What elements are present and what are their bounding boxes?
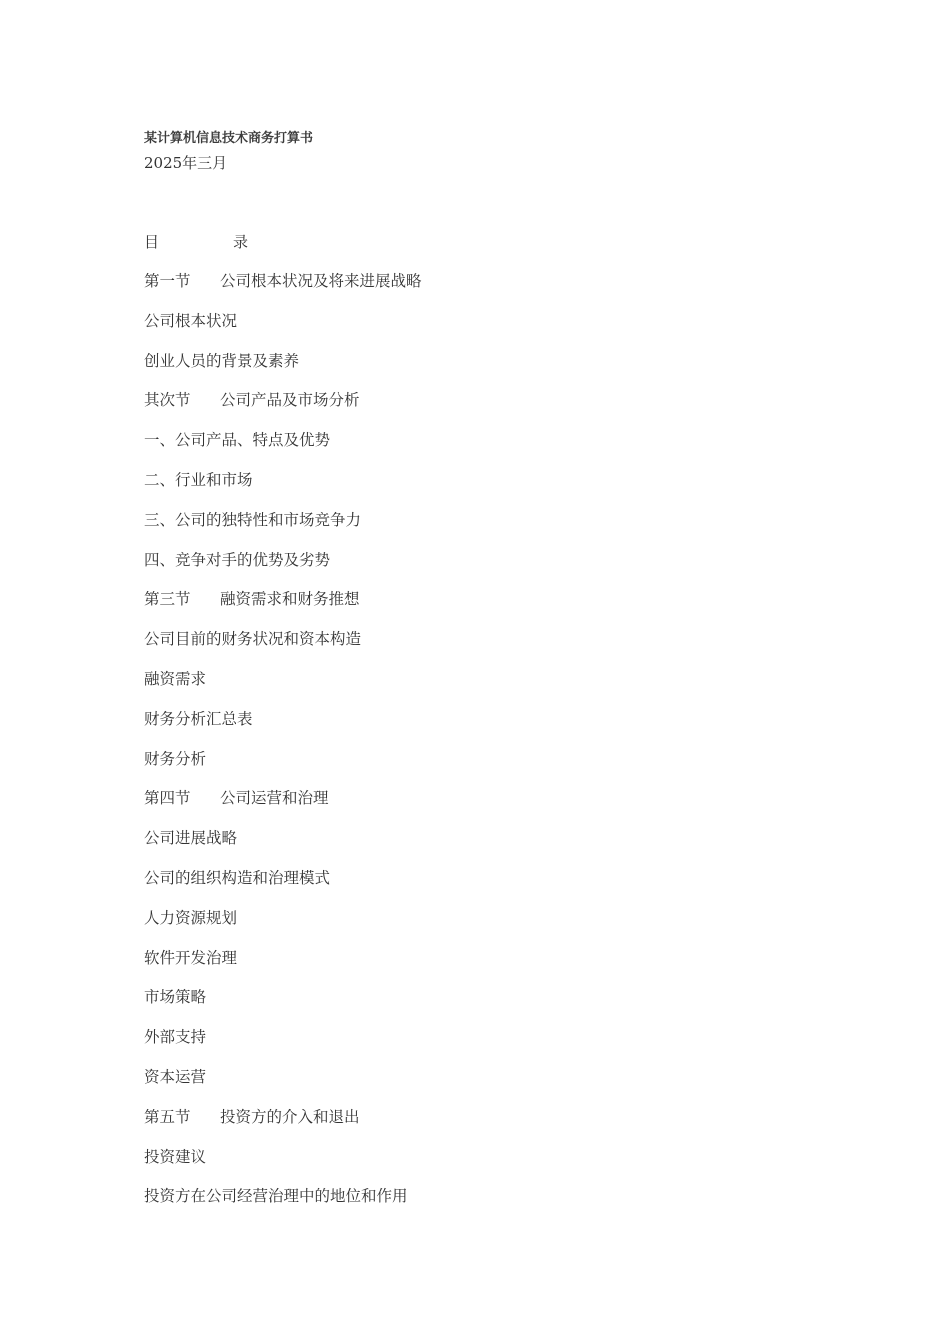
toc-entry-text: 软件开发治理 bbox=[144, 948, 238, 967]
toc-entry-text: 公司根本状况及将来进展战略 bbox=[220, 272, 422, 290]
toc-entry-text: 投资建议 bbox=[144, 1147, 207, 1166]
toc-entry[interactable] bbox=[144, 430, 422, 470]
toc-entry[interactable] bbox=[144, 311, 422, 351]
toc-entry-text: 创业人员的背景及素养 bbox=[144, 351, 300, 370]
toc-section-entry[interactable] bbox=[144, 1107, 422, 1147]
toc-entry-text: 公司根本状况 bbox=[144, 311, 238, 330]
toc-entry[interactable] bbox=[144, 908, 422, 948]
toc-entry-text: 投资方在公司经营治理中的地位和作用 bbox=[144, 1187, 408, 1206]
toc-entry[interactable] bbox=[144, 1186, 422, 1226]
toc-entry-text: 资本运营 bbox=[144, 1067, 207, 1086]
toc-section-number: 其次节 bbox=[144, 391, 191, 410]
table-of-contents bbox=[144, 271, 422, 1226]
toc-entry[interactable] bbox=[144, 550, 422, 590]
toc-entry-text: 外部支持 bbox=[144, 1028, 207, 1047]
toc-entry-text: 四、竞争对手的优势及劣势 bbox=[144, 550, 331, 569]
toc-entry-text: 融资需求 bbox=[144, 669, 207, 688]
toc-entry[interactable] bbox=[144, 868, 422, 908]
document-date: 2025年三月 bbox=[144, 154, 228, 172]
toc-entry-text: 融资需求和财务推想 bbox=[220, 590, 360, 609]
toc-heading-left: 目 bbox=[144, 233, 160, 251]
toc-section-entry[interactable] bbox=[144, 788, 422, 828]
toc-heading bbox=[144, 231, 248, 252]
toc-section-entry[interactable] bbox=[144, 271, 422, 311]
toc-entry-text: 公司的组织构造和治理模式 bbox=[144, 868, 331, 887]
toc-entry[interactable] bbox=[144, 987, 422, 1027]
toc-heading-right: 录 bbox=[233, 233, 249, 251]
toc-entry-text: 公司目前的财务状况和资本构造 bbox=[144, 630, 362, 649]
toc-entry[interactable] bbox=[144, 351, 422, 391]
toc-entry[interactable] bbox=[144, 948, 422, 988]
toc-section-number: 第五节 bbox=[144, 1107, 191, 1126]
toc-entry-text: 公司进展战略 bbox=[144, 829, 238, 848]
toc-entry-text: 投资方的介入和退出 bbox=[220, 1107, 360, 1126]
toc-entry[interactable] bbox=[144, 510, 422, 550]
toc-entry[interactable] bbox=[144, 828, 422, 868]
toc-section-number: 第四节 bbox=[144, 789, 191, 808]
toc-section-entry[interactable] bbox=[144, 390, 422, 430]
toc-entry[interactable] bbox=[144, 629, 422, 669]
toc-section-number: 第一节 bbox=[144, 272, 191, 290]
toc-entry[interactable] bbox=[144, 470, 422, 510]
toc-entry-text: 财务分析 bbox=[144, 749, 207, 768]
toc-entry[interactable] bbox=[144, 1027, 422, 1067]
toc-entry[interactable] bbox=[144, 669, 422, 709]
toc-entry[interactable] bbox=[144, 709, 422, 749]
toc-entry-text: 三、公司的独特性和市场竞争力 bbox=[144, 510, 362, 529]
document-title: 某计算机信息技术商务打算书 bbox=[144, 131, 314, 146]
toc-entry-text: 二、行业和市场 bbox=[144, 470, 253, 489]
toc-entry[interactable] bbox=[144, 749, 422, 789]
toc-entry-text: 市场策略 bbox=[144, 988, 207, 1007]
toc-entry-text: 一、公司产品、特点及优势 bbox=[144, 431, 331, 450]
toc-entry[interactable] bbox=[144, 1067, 422, 1107]
toc-entry-text: 公司运营和治理 bbox=[220, 789, 329, 808]
toc-entry-text: 人力资源规划 bbox=[144, 908, 238, 927]
toc-section-entry[interactable] bbox=[144, 589, 422, 629]
toc-entry-text: 财务分析汇总表 bbox=[144, 709, 253, 728]
toc-entry-text: 公司产品及市场分析 bbox=[220, 391, 360, 410]
toc-entry[interactable] bbox=[144, 1147, 422, 1187]
toc-section-number: 第三节 bbox=[144, 590, 191, 609]
